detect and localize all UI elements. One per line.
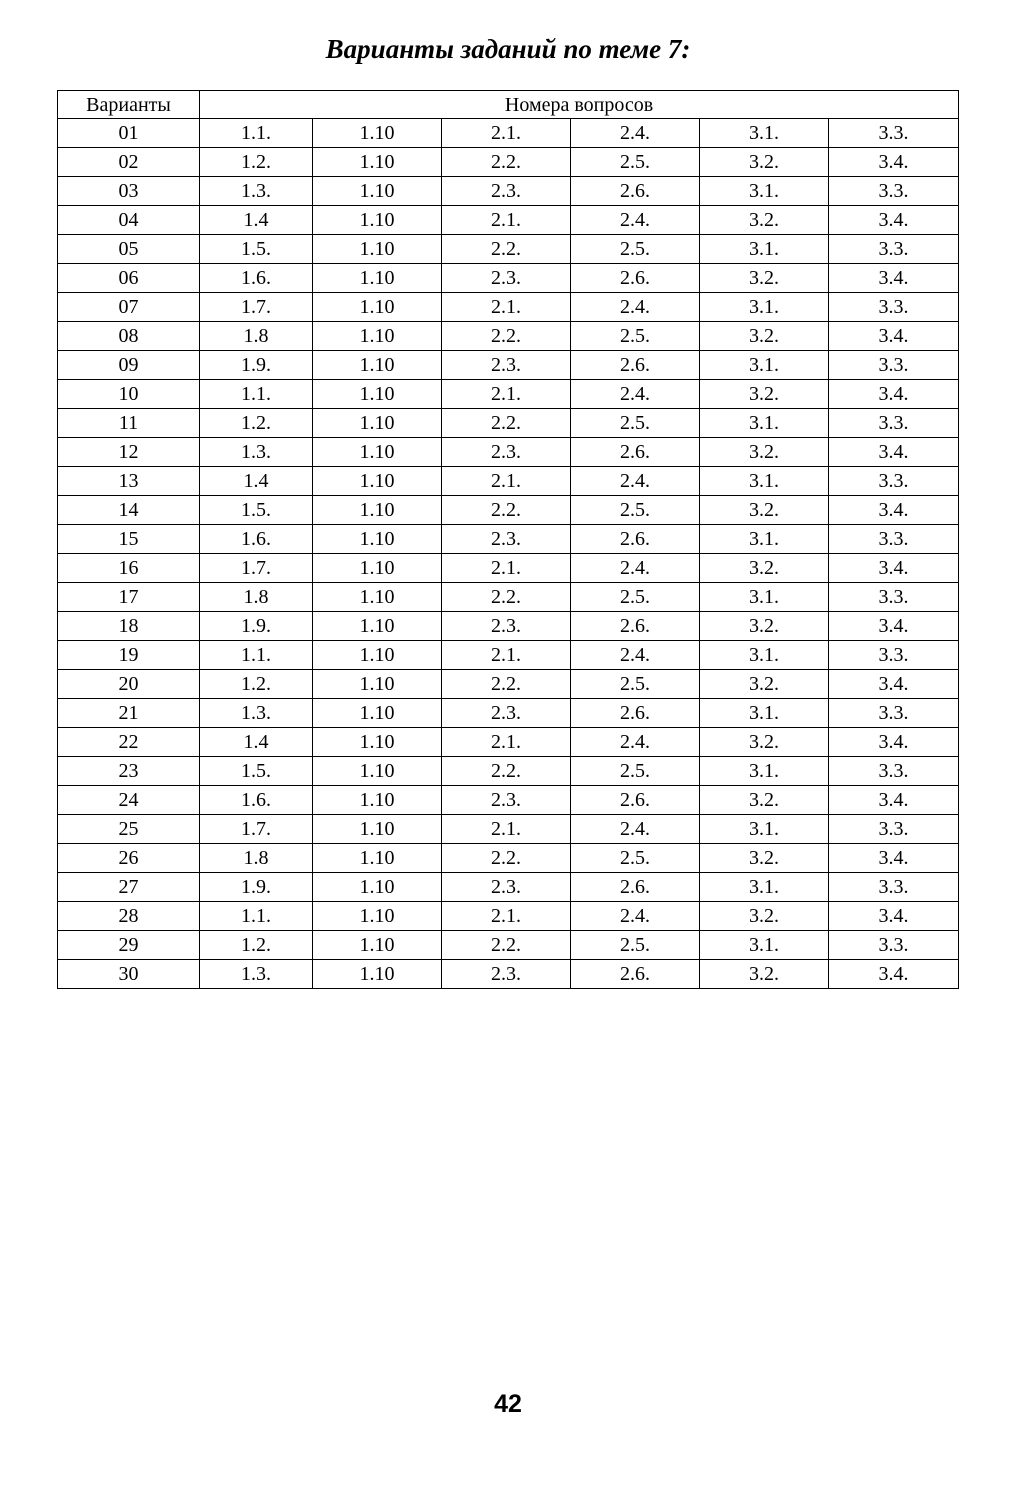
question-number-cell: 1.6.: [200, 786, 313, 815]
question-number-cell: 3.4.: [829, 264, 959, 293]
question-number-cell: 1.1.: [200, 119, 313, 148]
question-number-cell: 2.4.: [571, 641, 700, 670]
variant-number-cell: 07: [58, 293, 200, 322]
table-row: [58, 206, 959, 235]
question-number-cell: 2.2.: [442, 757, 571, 786]
variant-number-cell: 20: [58, 670, 200, 699]
question-number-cell: 3.2.: [700, 844, 829, 873]
question-number-cell: 1.5.: [200, 235, 313, 264]
table-row: [58, 351, 959, 380]
table-body: [58, 119, 959, 989]
question-number-cell: 2.2.: [442, 148, 571, 177]
question-number-cell: 3.1.: [700, 177, 829, 206]
question-number-cell: 3.4.: [829, 322, 959, 351]
variant-number-cell: 28: [58, 902, 200, 931]
question-number-cell: 3.3.: [829, 351, 959, 380]
question-number-cell: 2.6.: [571, 264, 700, 293]
question-number-cell: 2.4.: [571, 380, 700, 409]
question-number-cell: 3.1.: [700, 757, 829, 786]
question-number-cell: 3.2.: [700, 322, 829, 351]
question-number-cell: 3.1.: [700, 467, 829, 496]
question-number-cell: 2.1.: [442, 119, 571, 148]
table-row: [58, 177, 959, 206]
question-number-cell: 1.5.: [200, 496, 313, 525]
question-number-cell: 3.3.: [829, 931, 959, 960]
question-number-cell: 1.8: [200, 844, 313, 873]
question-number-cell: 2.4.: [571, 467, 700, 496]
question-number-cell: 2.1.: [442, 815, 571, 844]
question-number-cell: 1.10: [313, 409, 442, 438]
question-number-cell: 1.1.: [200, 902, 313, 931]
question-number-cell: 3.4.: [829, 554, 959, 583]
variant-number-cell: 23: [58, 757, 200, 786]
question-number-cell: 2.1.: [442, 728, 571, 757]
question-number-cell: 2.5.: [571, 844, 700, 873]
question-number-cell: 2.6.: [571, 525, 700, 554]
question-number-cell: 2.2.: [442, 844, 571, 873]
question-number-cell: 1.10: [313, 873, 442, 902]
variant-number-cell: 10: [58, 380, 200, 409]
variant-number-cell: 26: [58, 844, 200, 873]
question-number-cell: 1.10: [313, 235, 442, 264]
variant-number-cell: 15: [58, 525, 200, 554]
question-number-cell: 1.7.: [200, 554, 313, 583]
question-number-cell: 3.4.: [829, 148, 959, 177]
question-number-cell: 2.5.: [571, 148, 700, 177]
question-number-cell: 2.6.: [571, 960, 700, 989]
question-number-cell: 3.4.: [829, 380, 959, 409]
question-number-cell: 2.2.: [442, 931, 571, 960]
question-number-cell: 3.4.: [829, 786, 959, 815]
question-number-cell: 3.2.: [700, 786, 829, 815]
question-number-cell: 3.3.: [829, 757, 959, 786]
table-row: [58, 728, 959, 757]
variant-number-cell: 17: [58, 583, 200, 612]
question-number-cell: 1.10: [313, 757, 442, 786]
question-number-cell: 1.10: [313, 931, 442, 960]
table-row: [58, 873, 959, 902]
question-number-cell: 3.4.: [829, 728, 959, 757]
question-number-cell: 3.1.: [700, 815, 829, 844]
question-number-cell: 1.10: [313, 496, 442, 525]
table-header-row: [58, 91, 959, 119]
question-number-cell: 2.6.: [571, 351, 700, 380]
question-number-cell: 2.2.: [442, 670, 571, 699]
question-number-cell: 1.10: [313, 177, 442, 206]
question-number-cell: 3.3.: [829, 177, 959, 206]
question-number-cell: 3.1.: [700, 873, 829, 902]
question-number-cell: 2.4.: [571, 119, 700, 148]
table-row: [58, 902, 959, 931]
header-variants: Варианты: [58, 91, 200, 119]
table-row: [58, 670, 959, 699]
question-number-cell: 3.2.: [700, 438, 829, 467]
question-number-cell: 3.2.: [700, 496, 829, 525]
page-title: Варианты заданий по теме 7:: [325, 34, 691, 64]
question-number-cell: 2.5.: [571, 496, 700, 525]
table-row: [58, 322, 959, 351]
question-number-cell: 1.3.: [200, 960, 313, 989]
question-number-cell: 2.2.: [442, 322, 571, 351]
question-number-cell: 3.3.: [829, 409, 959, 438]
question-number-cell: 3.1.: [700, 119, 829, 148]
variant-number-cell: 30: [58, 960, 200, 989]
question-number-cell: 2.2.: [442, 235, 571, 264]
question-number-cell: 1.10: [313, 902, 442, 931]
question-number-cell: 1.10: [313, 148, 442, 177]
question-number-cell: 1.8: [200, 583, 313, 612]
question-number-cell: 1.8: [200, 322, 313, 351]
question-number-cell: 3.3.: [829, 699, 959, 728]
question-number-cell: 1.10: [313, 293, 442, 322]
question-number-cell: 3.4.: [829, 438, 959, 467]
variant-number-cell: 27: [58, 873, 200, 902]
table-row: [58, 235, 959, 264]
question-number-cell: 2.3.: [442, 960, 571, 989]
question-number-cell: 2.3.: [442, 351, 571, 380]
question-number-cell: 2.3.: [442, 264, 571, 293]
question-number-cell: 3.2.: [700, 960, 829, 989]
question-number-cell: 1.2.: [200, 931, 313, 960]
question-number-cell: 3.2.: [700, 728, 829, 757]
question-number-cell: 2.2.: [442, 496, 571, 525]
table-row: [58, 119, 959, 148]
question-number-cell: 1.10: [313, 612, 442, 641]
variant-number-cell: 09: [58, 351, 200, 380]
question-number-cell: 2.1.: [442, 380, 571, 409]
question-number-cell: 2.1.: [442, 467, 571, 496]
question-number-cell: 2.1.: [442, 206, 571, 235]
question-number-cell: 1.7.: [200, 815, 313, 844]
question-number-cell: 3.2.: [700, 264, 829, 293]
variant-number-cell: 04: [58, 206, 200, 235]
variants-table: [57, 90, 959, 989]
question-number-cell: 1.10: [313, 554, 442, 583]
question-number-cell: 2.1.: [442, 293, 571, 322]
question-number-cell: 1.6.: [200, 525, 313, 554]
variant-number-cell: 11: [58, 409, 200, 438]
question-number-cell: 2.4.: [571, 293, 700, 322]
question-number-cell: 3.3.: [829, 235, 959, 264]
header-question-numbers: Номера вопросов: [200, 91, 959, 119]
table-row: [58, 525, 959, 554]
question-number-cell: 1.6.: [200, 264, 313, 293]
question-number-cell: 2.1.: [442, 641, 571, 670]
table-row: [58, 409, 959, 438]
question-number-cell: 1.4: [200, 728, 313, 757]
question-number-cell: 3.3.: [829, 293, 959, 322]
question-number-cell: 1.10: [313, 583, 442, 612]
question-number-cell: 1.2.: [200, 148, 313, 177]
question-number-cell: 3.2.: [700, 206, 829, 235]
table-row: [58, 554, 959, 583]
variant-number-cell: 14: [58, 496, 200, 525]
table-row: [58, 496, 959, 525]
variant-number-cell: 25: [58, 815, 200, 844]
question-number-cell: 1.9.: [200, 612, 313, 641]
question-number-cell: 1.3.: [200, 177, 313, 206]
question-number-cell: 3.4.: [829, 902, 959, 931]
question-number-cell: 3.4.: [829, 960, 959, 989]
table-row: [58, 293, 959, 322]
question-number-cell: 2.5.: [571, 670, 700, 699]
table-row: [58, 583, 959, 612]
variant-number-cell: 03: [58, 177, 200, 206]
table-row: [58, 931, 959, 960]
question-number-cell: 3.1.: [700, 931, 829, 960]
question-number-cell: 2.1.: [442, 902, 571, 931]
question-number-cell: 1.10: [313, 960, 442, 989]
question-number-cell: 1.7.: [200, 293, 313, 322]
question-number-cell: 1.10: [313, 467, 442, 496]
question-number-cell: 3.2.: [700, 554, 829, 583]
variant-number-cell: 18: [58, 612, 200, 641]
question-number-cell: 3.3.: [829, 119, 959, 148]
question-number-cell: 2.1.: [442, 554, 571, 583]
question-number-cell: 2.2.: [442, 409, 571, 438]
question-number-cell: 1.10: [313, 699, 442, 728]
question-number-cell: 3.2.: [700, 902, 829, 931]
table-row: [58, 148, 959, 177]
question-number-cell: 3.1.: [700, 641, 829, 670]
question-number-cell: 1.3.: [200, 699, 313, 728]
question-number-cell: 1.10: [313, 264, 442, 293]
question-number-cell: 2.5.: [571, 931, 700, 960]
variant-number-cell: 12: [58, 438, 200, 467]
question-number-cell: 3.3.: [829, 525, 959, 554]
question-number-cell: 3.3.: [829, 815, 959, 844]
table-row: [58, 815, 959, 844]
question-number-cell: 3.3.: [829, 873, 959, 902]
variant-number-cell: 13: [58, 467, 200, 496]
question-number-cell: 3.1.: [700, 699, 829, 728]
question-number-cell: 2.6.: [571, 786, 700, 815]
table-row: [58, 264, 959, 293]
question-number-cell: 1.10: [313, 670, 442, 699]
question-number-cell: 3.1.: [700, 235, 829, 264]
variant-number-cell: 06: [58, 264, 200, 293]
variant-number-cell: 01: [58, 119, 200, 148]
question-number-cell: 2.6.: [571, 873, 700, 902]
variant-number-cell: 19: [58, 641, 200, 670]
question-number-cell: 1.1.: [200, 380, 313, 409]
question-number-cell: 2.5.: [571, 235, 700, 264]
question-number-cell: 1.1.: [200, 641, 313, 670]
question-number-cell: 3.4.: [829, 844, 959, 873]
question-number-cell: 1.3.: [200, 438, 313, 467]
question-number-cell: 1.4: [200, 206, 313, 235]
question-number-cell: 1.9.: [200, 873, 313, 902]
question-number-cell: 3.1.: [700, 583, 829, 612]
question-number-cell: 3.1.: [700, 409, 829, 438]
question-number-cell: 1.10: [313, 119, 442, 148]
question-number-cell: 2.3.: [442, 873, 571, 902]
question-number-cell: 2.5.: [571, 583, 700, 612]
table-row: [58, 641, 959, 670]
table-row: [58, 757, 959, 786]
question-number-cell: 1.10: [313, 728, 442, 757]
table-row: [58, 699, 959, 728]
question-number-cell: 3.2.: [700, 612, 829, 641]
question-number-cell: 2.4.: [571, 728, 700, 757]
question-number-cell: 3.2.: [700, 380, 829, 409]
question-number-cell: 3.3.: [829, 641, 959, 670]
question-number-cell: 2.5.: [571, 322, 700, 351]
table-row: [58, 467, 959, 496]
question-number-cell: 1.10: [313, 525, 442, 554]
variant-number-cell: 16: [58, 554, 200, 583]
question-number-cell: 2.3.: [442, 786, 571, 815]
question-number-cell: 1.10: [313, 351, 442, 380]
question-number-cell: 2.6.: [571, 699, 700, 728]
table-row: [58, 844, 959, 873]
variant-number-cell: 29: [58, 931, 200, 960]
question-number-cell: 1.10: [313, 380, 442, 409]
page-number: 42: [494, 1390, 522, 1418]
table-row: [58, 380, 959, 409]
question-number-cell: 3.1.: [700, 525, 829, 554]
table-row: [58, 438, 959, 467]
question-number-cell: 1.9.: [200, 351, 313, 380]
question-number-cell: 2.4.: [571, 206, 700, 235]
variant-number-cell: 24: [58, 786, 200, 815]
question-number-cell: 3.4.: [829, 206, 959, 235]
question-number-cell: 2.5.: [571, 409, 700, 438]
question-number-cell: 1.10: [313, 815, 442, 844]
question-number-cell: 1.10: [313, 322, 442, 351]
question-number-cell: 1.10: [313, 206, 442, 235]
question-number-cell: 2.3.: [442, 177, 571, 206]
table-row: [58, 612, 959, 641]
question-number-cell: 3.1.: [700, 351, 829, 380]
variant-number-cell: 21: [58, 699, 200, 728]
question-number-cell: 2.4.: [571, 815, 700, 844]
question-number-cell: 3.2.: [700, 670, 829, 699]
question-number-cell: 3.4.: [829, 612, 959, 641]
question-number-cell: 2.4.: [571, 554, 700, 583]
question-number-cell: 1.2.: [200, 409, 313, 438]
question-number-cell: 1.10: [313, 641, 442, 670]
question-number-cell: 1.5.: [200, 757, 313, 786]
question-number-cell: 3.4.: [829, 670, 959, 699]
question-number-cell: 2.4.: [571, 902, 700, 931]
question-number-cell: 1.10: [313, 438, 442, 467]
question-number-cell: 2.6.: [571, 612, 700, 641]
question-number-cell: 2.3.: [442, 699, 571, 728]
variant-number-cell: 22: [58, 728, 200, 757]
question-number-cell: 2.3.: [442, 612, 571, 641]
question-number-cell: 3.2.: [700, 148, 829, 177]
question-number-cell: 2.2.: [442, 583, 571, 612]
question-number-cell: 2.5.: [571, 757, 700, 786]
question-number-cell: 1.10: [313, 786, 442, 815]
variant-number-cell: 08: [58, 322, 200, 351]
question-number-cell: 3.4.: [829, 496, 959, 525]
question-number-cell: 2.3.: [442, 438, 571, 467]
variant-number-cell: 02: [58, 148, 200, 177]
table-row: [58, 960, 959, 989]
question-number-cell: 3.3.: [829, 583, 959, 612]
table-row: [58, 786, 959, 815]
question-number-cell: 2.3.: [442, 525, 571, 554]
question-number-cell: 1.10: [313, 844, 442, 873]
variant-number-cell: 05: [58, 235, 200, 264]
question-number-cell: 2.6.: [571, 438, 700, 467]
question-number-cell: 3.1.: [700, 293, 829, 322]
question-number-cell: 1.2.: [200, 670, 313, 699]
question-number-cell: 1.4: [200, 467, 313, 496]
question-number-cell: 3.3.: [829, 467, 959, 496]
question-number-cell: 2.6.: [571, 177, 700, 206]
